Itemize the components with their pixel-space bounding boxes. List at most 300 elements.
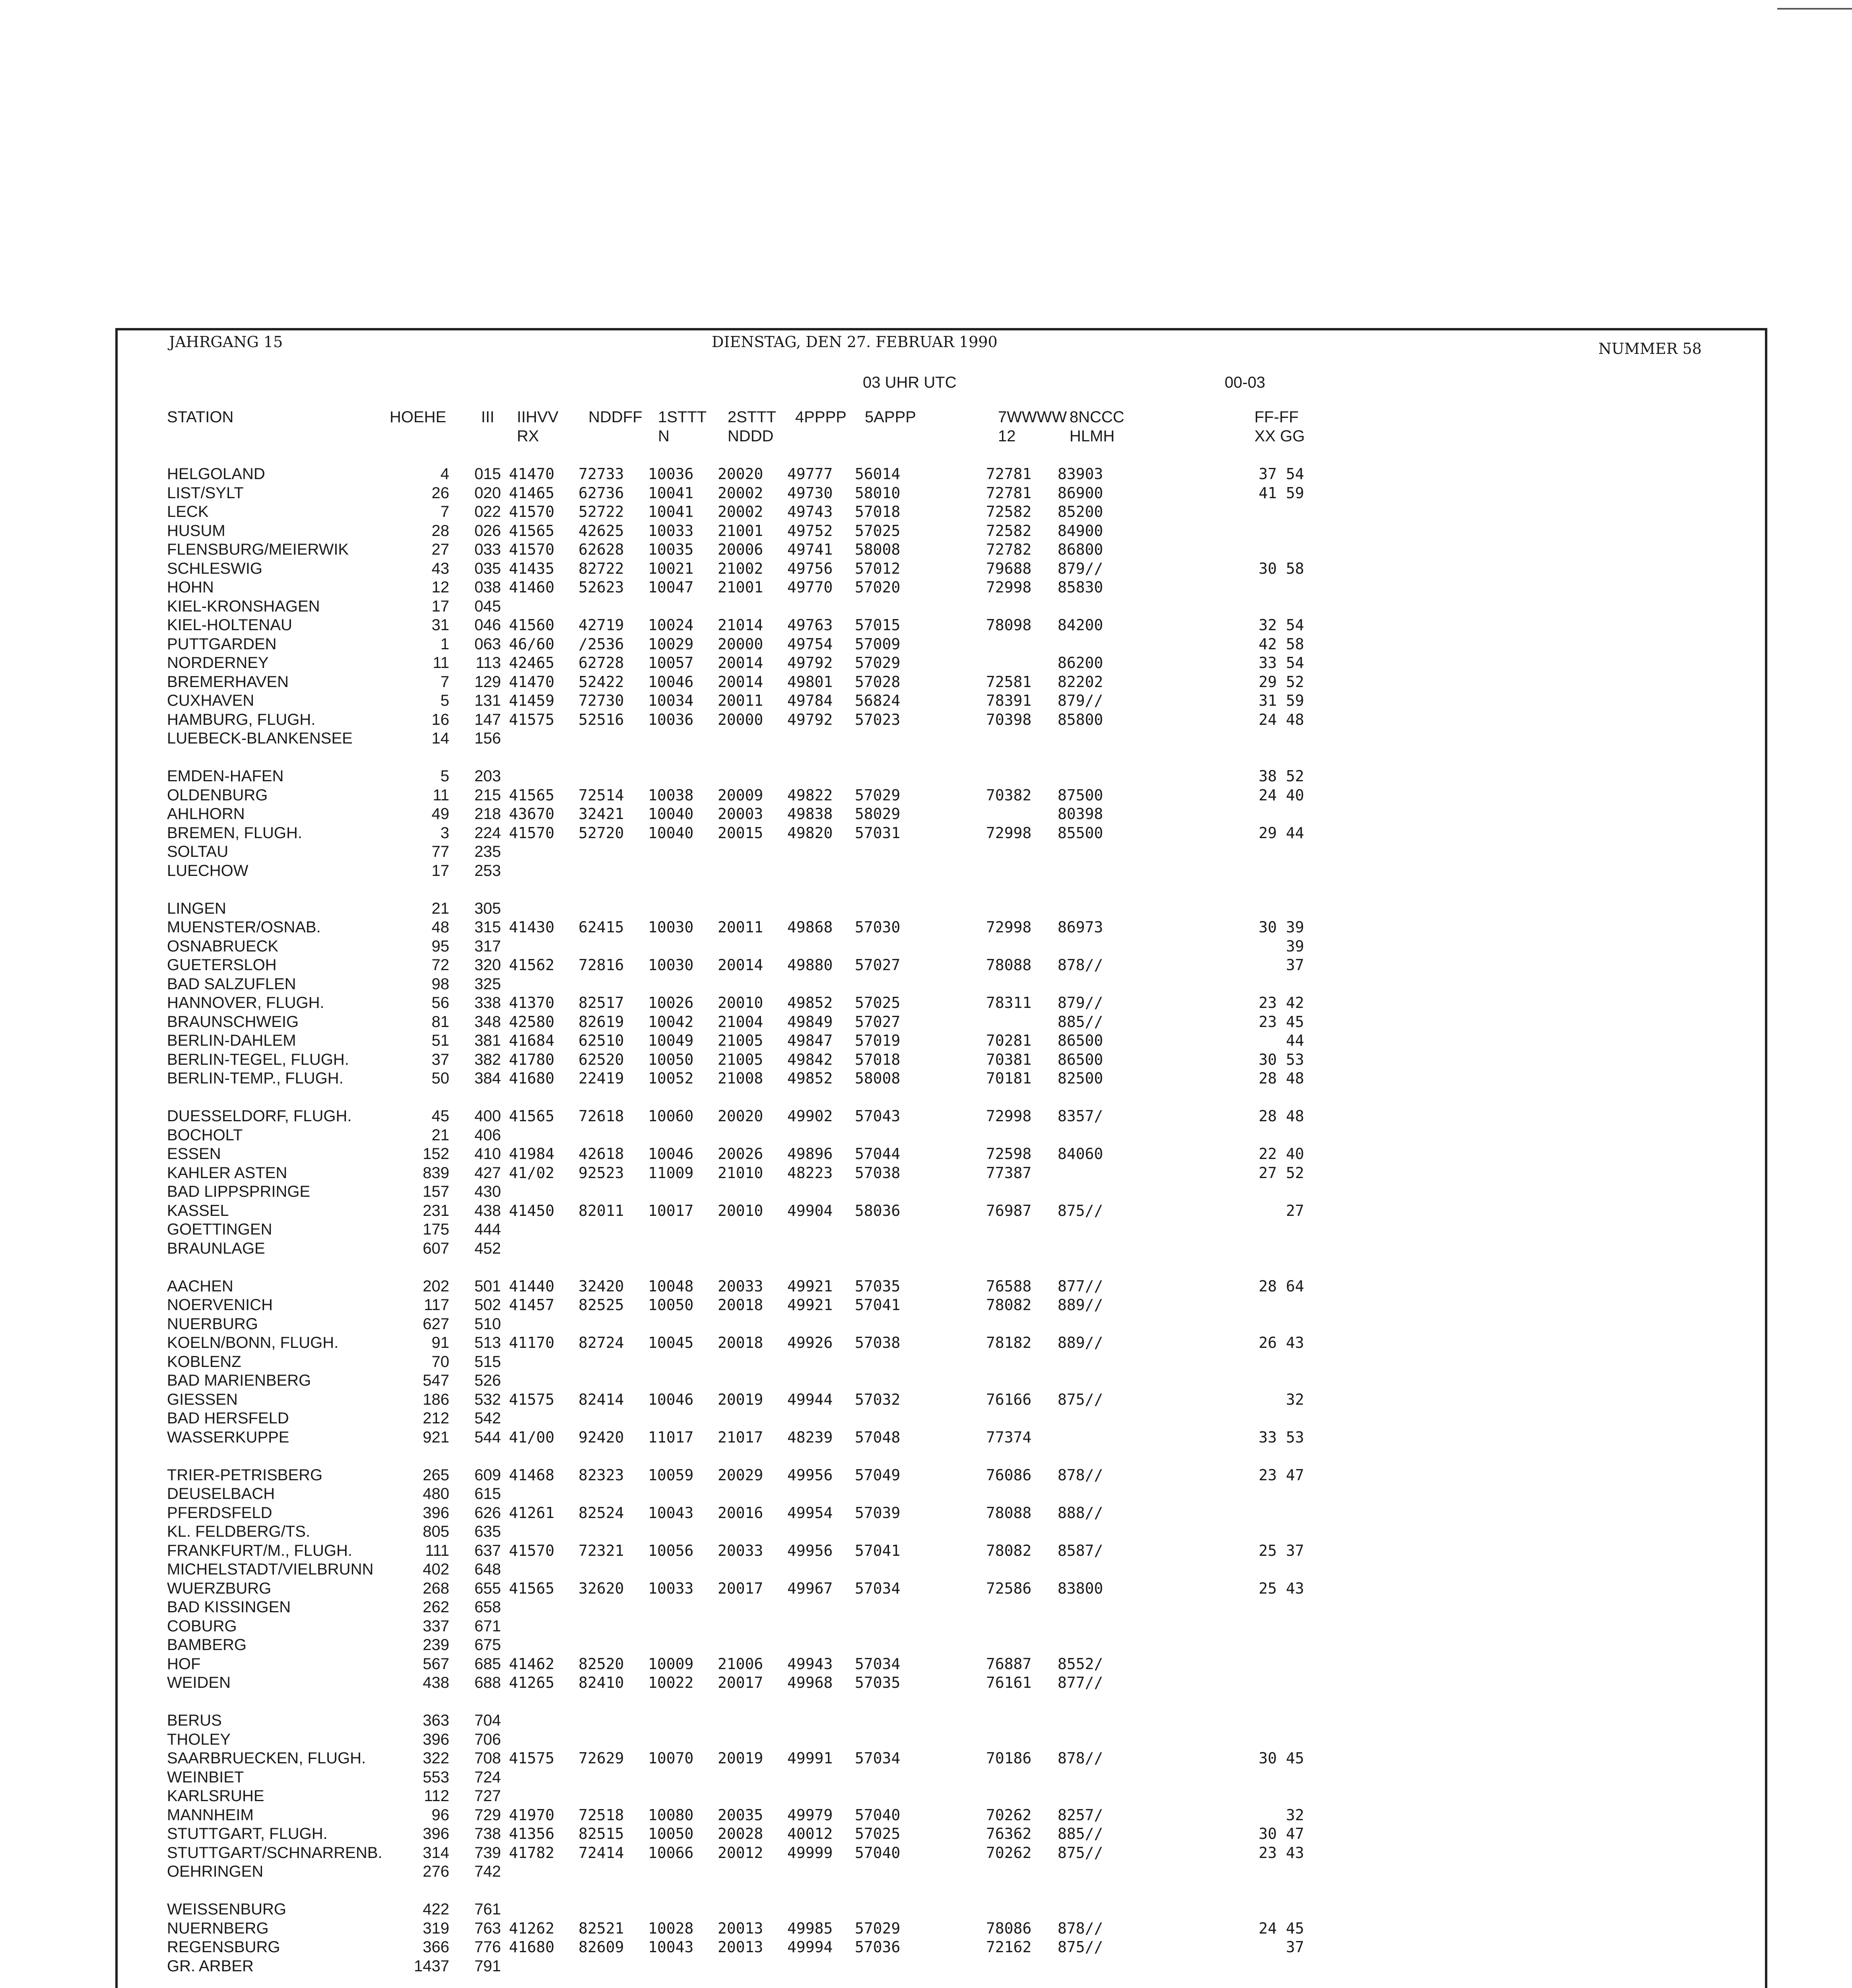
group-2sttt: 20019 [718,1391,763,1408]
group-1sttt: 10035 [648,541,694,558]
station-name: OLDENBURG [167,786,268,804]
group-nddff: 72730 [579,692,624,709]
station-height: 402 [423,1561,449,1578]
station-name: LECK [167,503,209,520]
group-5appp: 57019 [855,1032,901,1049]
group-2sttt: 21006 [718,1655,763,1673]
group-8nccc: 875// [1058,1391,1103,1408]
group-ffff: 28 64 [1258,1277,1304,1295]
station-height: 5 [440,692,449,709]
group-8nccc: 86973 [1058,918,1103,936]
station-name: LUECHOW [167,862,248,879]
station-height: 112 [424,1787,449,1805]
group-2sttt: 20017 [718,1580,763,1597]
group-7wwww: 72586 [986,1580,1032,1597]
group-nddff: 72414 [579,1844,624,1862]
station-id: 015 [474,465,501,483]
issue-number: NUMMER 58 [1598,340,1702,357]
group-5appp: 57012 [855,560,901,577]
group-8nccc: 86500 [1058,1051,1103,1068]
station-height: 72 [431,956,449,974]
group-2sttt: 20003 [718,805,763,823]
group-1sttt: 10046 [648,1145,694,1163]
group-7wwww: 72782 [986,541,1032,558]
group-8nccc: 885// [1058,1825,1103,1842]
group-2sttt: 20018 [718,1334,763,1351]
station-id: 038 [474,579,501,596]
station-height: 553 [423,1769,449,1786]
station-height: 607 [423,1240,449,1257]
station-height: 111 [425,1542,449,1559]
station-id: 510 [474,1315,501,1333]
group-5appp: 58036 [855,1202,901,1219]
station-name: KAHLER ASTEN [167,1164,287,1182]
group-4pppp: 48223 [787,1164,833,1182]
group-1sttt: 11009 [648,1164,694,1182]
station-name: SAARBRUECKEN, FLUGH. [167,1749,366,1767]
station-name: KOELN/BONN, FLUGH. [167,1334,339,1351]
group-1sttt: 10045 [648,1334,694,1351]
station-height: 314 [423,1844,449,1862]
group-8nccc: 889// [1058,1296,1103,1314]
station-height: 48 [431,918,449,936]
group-nddff: 62628 [579,541,624,558]
group-8nccc: 889// [1058,1334,1103,1351]
station-height: 49 [431,805,449,823]
station-height: 51 [431,1032,449,1049]
group-1sttt: 10030 [648,956,694,974]
station-id: 739 [474,1844,501,1862]
group-5appp: 57030 [855,918,901,936]
station-name: WEIDEN [167,1674,231,1691]
group-4pppp: 49954 [787,1504,833,1522]
station-id: 046 [474,616,501,634]
group-4pppp: 49842 [787,1051,833,1068]
group-nddff: 82011 [579,1202,624,1219]
group-nddff: 52720 [579,824,624,842]
group-2sttt: 21005 [718,1051,763,1068]
group-2sttt: 21017 [718,1429,763,1446]
station-name: KL. FELDBERG/TS. [167,1523,311,1540]
group-4pppp: 48239 [787,1429,833,1446]
group-7wwww: 77374 [986,1429,1032,1446]
station-height: 1437 [414,1957,449,1975]
group-iihvv: 41430 [509,918,555,936]
group-7wwww: 72582 [986,522,1032,540]
group-4pppp: 49999 [787,1844,833,1862]
station-height: 366 [423,1938,449,1956]
station-name: BAD LIPPSPRINGE [167,1183,311,1200]
group-5appp: 57040 [855,1844,901,1862]
group-1sttt: 10033 [648,522,694,540]
station-name: DEUSELBACH [167,1485,275,1503]
station-name: BERLIN-TEGEL, FLUGH. [167,1051,349,1068]
group-1sttt: 10021 [648,560,694,577]
station-height: 363 [423,1712,449,1729]
station-id: 791 [474,1957,501,1975]
group-7wwww: 76166 [986,1391,1032,1408]
group-ffff: 37 [1286,1938,1304,1956]
station-id: 502 [474,1296,501,1314]
station-height: 319 [423,1920,449,1937]
group-8nccc: 86200 [1058,654,1103,672]
group-ffff: 23 47 [1258,1466,1304,1484]
station-id: 325 [474,975,501,993]
group-1sttt: 11017 [648,1429,694,1446]
group-nddff: 32420 [579,1277,624,1295]
group-ffff: 25 43 [1258,1580,1304,1597]
time-label: 03 UHR UTC [863,374,957,391]
station-name: WEINBIET [167,1769,244,1786]
station-id: 218 [474,805,501,823]
group-nddff: 52516 [579,711,624,728]
group-5appp: 57027 [855,1013,901,1031]
station-name: GIESSEN [167,1391,238,1408]
group-4pppp: 49991 [787,1749,833,1767]
group-ffff: 30 58 [1258,560,1304,577]
group-1sttt: 10049 [648,1032,694,1049]
station-height: 98 [431,975,449,993]
station-name: THOLEY [167,1731,231,1748]
group-iihvv: 41265 [509,1674,555,1691]
station-id: 384 [474,1070,501,1087]
station-id: 338 [474,994,501,1011]
group-iihvv: 41575 [509,1749,555,1767]
top-edge-rule [1777,8,1852,10]
group-ffff: 24 45 [1258,1920,1304,1937]
group-8nccc: 878// [1058,1920,1103,1937]
group-2sttt: 20011 [718,918,763,936]
group-5appp: 57049 [855,1466,901,1484]
group-nddff: 72518 [579,1806,624,1824]
station-id: 626 [474,1504,501,1522]
col-station: STATION [167,408,234,426]
station-name: LIST/SYLT [167,484,244,502]
station-height: 21 [431,900,449,917]
group-4pppp: 49849 [787,1013,833,1031]
group-nddff: 52623 [579,579,624,596]
group-4pppp: 49985 [787,1920,833,1937]
group-8nccc: 8552/ [1058,1655,1103,1673]
group-2sttt: 21014 [718,616,763,634]
group-4pppp: 49852 [787,994,833,1011]
group-ffff: 37 54 [1258,465,1304,483]
group-iihvv: 43670 [509,805,555,823]
group-2sttt: 21002 [718,560,763,577]
group-iihvv: 41440 [509,1277,555,1295]
group-7wwww: 76987 [986,1202,1032,1219]
station-id: 513 [474,1334,501,1351]
group-4pppp: 49822 [787,786,833,804]
group-ffff: 37 [1286,956,1304,974]
station-height: 921 [423,1429,449,1446]
station-height: 265 [423,1466,449,1484]
station-height: 50 [431,1070,449,1087]
group-iihvv: 41970 [509,1806,555,1824]
station-name: SOLTAU [167,843,229,860]
group-1sttt: 10024 [648,616,694,634]
station-name: HAMBURG, FLUGH. [167,711,316,728]
group-iihvv: 41/02 [509,1164,555,1182]
station-name: WUERZBURG [167,1580,272,1597]
group-5appp: 57029 [855,1920,901,1937]
station-id: 113 [476,654,501,672]
group-1sttt: 10047 [648,579,694,596]
group-2sttt: 20000 [718,635,763,653]
group-4pppp: 49956 [787,1542,833,1559]
group-1sttt: 10026 [648,994,694,1011]
group-7wwww: 76887 [986,1655,1032,1673]
group-ffff: 30 45 [1258,1749,1304,1767]
group-2sttt: 21010 [718,1164,763,1182]
group-8nccc: 878// [1058,1749,1103,1767]
group-1sttt: 10050 [648,1051,694,1068]
col-nddff: NDDFF [588,408,643,426]
group-8nccc: 85200 [1058,503,1103,520]
station-id: 526 [474,1372,501,1389]
station-id: 761 [474,1901,501,1918]
group-ffff: 38 52 [1258,767,1304,785]
station-height: 81 [431,1013,449,1031]
group-7wwww: 70398 [986,711,1032,728]
group-1sttt: 10009 [648,1655,694,1673]
group-iihvv: 41560 [509,616,555,634]
station-name: EMDEN-HAFEN [167,767,284,785]
group-ffff: 24 48 [1258,711,1304,728]
station-height: 14 [431,730,449,747]
station-name: KIEL-KRONSHAGEN [167,598,320,615]
group-2sttt: 20016 [718,1504,763,1522]
period-label: 00-03 [1225,374,1266,391]
group-2sttt: 20006 [718,541,763,558]
station-name: BAD SALZUFLEN [167,975,296,993]
group-2sttt: 21008 [718,1070,763,1087]
station-height: 839 [423,1164,449,1182]
group-iihvv: 46/60 [509,635,555,653]
group-4pppp: 49792 [787,711,833,728]
group-ffff: 23 42 [1258,994,1304,1011]
group-1sttt: 10038 [648,786,694,804]
group-8nccc: 85830 [1058,579,1103,596]
station-name: AACHEN [167,1277,233,1295]
station-height: 268 [423,1580,449,1597]
group-4pppp: 49792 [787,654,833,672]
station-id: 033 [474,541,501,558]
station-height: 26 [431,484,449,502]
group-iihvv: 41570 [509,503,555,520]
group-2sttt: 20000 [718,711,763,728]
group-7wwww: 72598 [986,1145,1032,1163]
group-1sttt: 10046 [648,1391,694,1408]
group-ffff: 30 53 [1258,1051,1304,1068]
station-id: 035 [474,560,501,577]
station-id: 315 [474,918,501,936]
group-nddff: 82517 [579,994,624,1011]
group-iihvv: 41468 [509,1466,555,1484]
group-2sttt: 20002 [718,484,763,502]
station-id: 724 [474,1769,501,1786]
station-name: REGENSBURG [167,1938,280,1956]
station-name: CUXHAVEN [167,692,254,709]
station-height: 396 [423,1731,449,1748]
group-4pppp: 49752 [787,522,833,540]
station-name: OEHRINGEN [167,1863,264,1880]
group-2sttt: 21001 [718,579,763,596]
group-4pppp: 49921 [787,1277,833,1295]
group-iihvv: 41462 [509,1655,555,1673]
group-5appp: 57043 [855,1107,901,1125]
station-name: BAD MARIENBERG [167,1372,311,1389]
group-ffff: 24 40 [1258,786,1304,804]
station-id: 406 [474,1126,501,1144]
group-2sttt: 20009 [718,786,763,804]
station-id: 305 [474,900,501,917]
station-name: GUETERSLOH [167,956,277,974]
group-ffff: 33 53 [1258,1429,1304,1446]
station-id: 738 [474,1825,501,1842]
group-iihvv: 41356 [509,1825,555,1842]
group-8nccc: 879// [1058,692,1103,709]
group-7wwww: 76086 [986,1466,1032,1484]
group-1sttt: 10034 [648,692,694,709]
group-iihvv: 41450 [509,1202,555,1219]
group-iihvv: 41680 [509,1070,555,1087]
group-1sttt: 10041 [648,503,694,520]
group-5appp: 57031 [855,824,901,842]
station-height: 5 [440,767,449,785]
station-id: 655 [474,1580,501,1597]
group-ffff: 32 [1286,1806,1304,1824]
group-5appp: 57025 [855,1825,901,1842]
group-ffff: 28 48 [1258,1107,1304,1125]
station-height: 17 [431,598,449,615]
group-7wwww: 78098 [986,616,1032,634]
station-name: BRAUNLAGE [167,1240,265,1257]
station-id: 203 [474,767,501,785]
group-7wwww: 72781 [986,484,1032,502]
station-height: 7 [440,503,449,520]
station-name: NUERNBERG [167,1920,269,1937]
group-iihvv: 41575 [509,711,555,728]
group-5appp: 57044 [855,1145,901,1163]
group-1sttt: 10043 [648,1504,694,1522]
group-1sttt: 10036 [648,465,694,483]
station-id: 658 [474,1598,501,1616]
station-name: TRIER-PETRISBERG [167,1466,323,1484]
group-8nccc: 877// [1058,1277,1103,1295]
station-id: 706 [474,1731,501,1748]
group-7wwww: 76161 [986,1674,1032,1691]
group-2sttt: 20033 [718,1277,763,1295]
col-1sttt: 1STTT N [658,408,707,445]
group-5appp: 57040 [855,1806,901,1824]
group-5appp: 56824 [855,692,901,709]
group-2sttt: 20029 [718,1466,763,1484]
group-ffff: 31 59 [1258,692,1304,709]
station-id: 129 [474,673,501,691]
group-iihvv: 41684 [509,1032,555,1049]
group-5appp: 57025 [855,522,901,540]
group-1sttt: 10057 [648,654,694,672]
station-height: 202 [423,1277,449,1295]
group-7wwww: 70262 [986,1844,1032,1862]
station-id: 763 [474,1920,501,1937]
station-name: BOCHOLT [167,1126,243,1144]
group-ffff: 30 39 [1258,918,1304,936]
group-nddff: 32421 [579,805,624,823]
group-2sttt: 20014 [718,673,763,691]
group-5appp: 57035 [855,1277,901,1295]
station-id: 348 [474,1013,501,1031]
group-1sttt: 10036 [648,711,694,728]
station-id: 729 [474,1806,501,1824]
group-7wwww: 70281 [986,1032,1032,1049]
group-5appp: 57018 [855,503,901,520]
group-8nccc: 8357/ [1058,1107,1103,1125]
station-name: GOETTINGEN [167,1221,272,1238]
station-name: PFERDSFELD [167,1504,272,1522]
station-height: 231 [423,1202,449,1219]
group-7wwww: 70381 [986,1051,1032,1068]
group-5appp: 57029 [855,786,901,804]
col-5appp: 5APPP [865,408,916,426]
group-4pppp: 40012 [787,1825,833,1842]
group-iihvv: 41782 [509,1844,555,1862]
group-7wwww: 70382 [986,786,1032,804]
group-ffff: 25 37 [1258,1542,1304,1559]
station-height: 337 [423,1617,449,1635]
group-nddff: 82609 [579,1938,624,1956]
group-5appp: 57028 [855,673,901,691]
group-1sttt: 10042 [648,1013,694,1031]
group-8nccc: 80398 [1058,805,1103,823]
group-4pppp: 49880 [787,956,833,974]
station-height: 11 [433,786,449,804]
group-7wwww: 72998 [986,1107,1032,1125]
group-1sttt: 10030 [648,918,694,936]
group-iihvv: 41465 [509,484,555,502]
group-7wwww: 72998 [986,918,1032,936]
group-4pppp: 49902 [787,1107,833,1125]
group-nddff: 82524 [579,1504,624,1522]
group-1sttt: 10050 [648,1296,694,1314]
station-height: 16 [431,711,449,728]
group-nddff: 92420 [579,1429,624,1446]
group-7wwww: 78086 [986,1920,1032,1937]
station-name: NORDERNEY [167,654,269,672]
group-4pppp: 49968 [787,1674,833,1691]
group-iihvv: 41459 [509,692,555,709]
station-id: 675 [474,1636,501,1654]
group-4pppp: 49730 [787,484,833,502]
group-5appp: 58029 [855,805,901,823]
date-label: DIENSTAG, DEN 27. FEBRUAR 1990 [712,333,998,351]
group-4pppp: 49994 [787,1938,833,1956]
group-nddff: 42625 [579,522,624,540]
group-nddff: 82410 [579,1674,624,1691]
station-name: FLENSBURG/MEIERWIK [167,541,349,558]
group-nddff: 82525 [579,1296,624,1314]
station-name: GR. ARBER [167,1957,254,1975]
station-name: DUESSELDORF, FLUGH. [167,1107,352,1125]
station-height: 31 [431,616,449,634]
station-name: AHLHORN [167,805,245,823]
group-nddff: 82521 [579,1920,624,1937]
group-1sttt: 10017 [648,1202,694,1219]
station-height: 11 [433,654,449,672]
group-nddff: 82619 [579,1013,624,1031]
station-name: LINGEN [167,900,226,917]
